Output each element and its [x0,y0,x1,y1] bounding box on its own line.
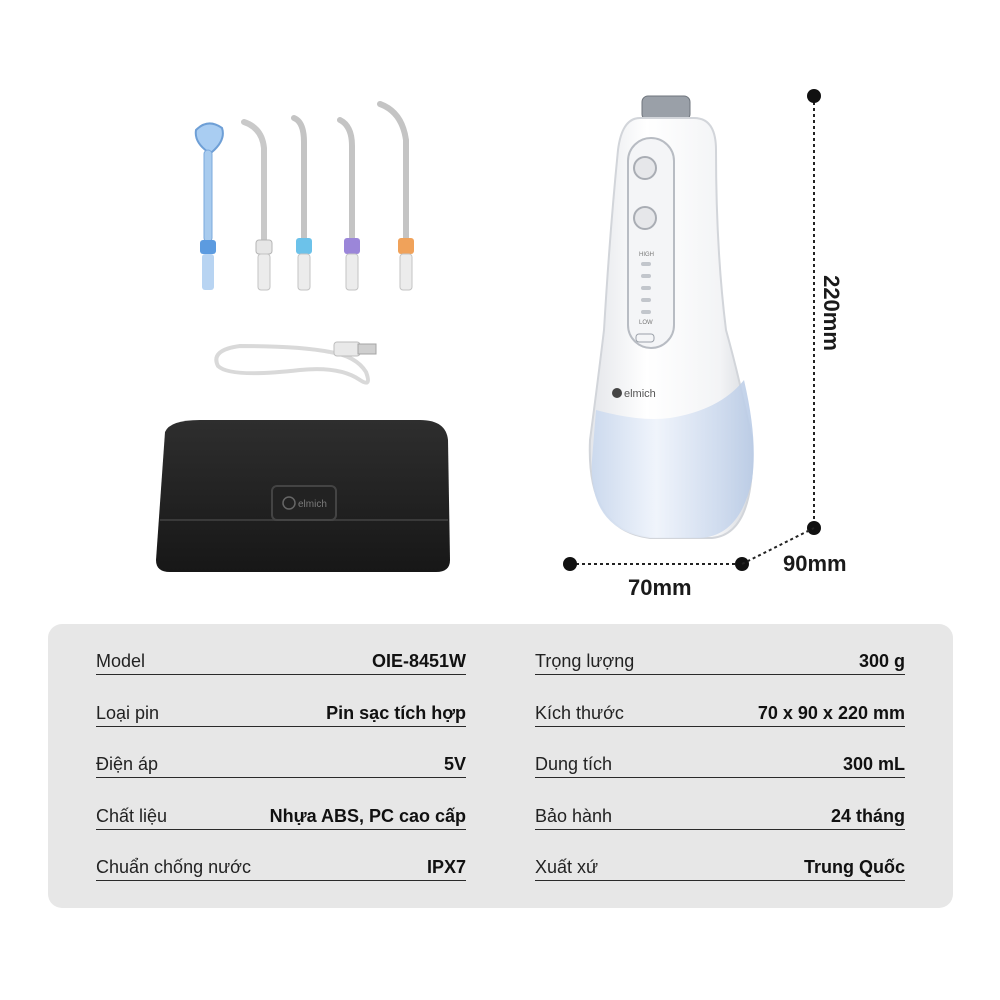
spec-value: 300 g [858,651,905,671]
spec-value: 70 x 90 x 220 mm [757,702,905,723]
spec-column-right [535,636,905,894]
spec-value: Trung Quốc [804,857,905,877]
spec-label: Xuất xứ [535,857,599,877]
travel-bag [156,420,450,572]
spec-label: Kích thước [535,702,624,723]
high-label: HIGH [639,252,654,258]
spec-value: Pin sạc tích hợp [326,702,466,723]
spec-value: OIE-8451W [371,651,466,671]
depth-dimension: 90mm [783,551,847,576]
spec-row-dimensions [535,688,905,727]
spec-column-left [96,636,466,894]
tongue-cleaner-tip [196,123,223,290]
spec-label: Chuẩn chống nước [96,857,251,877]
blue-tip [294,118,312,290]
spec-row-model [96,636,466,675]
spec-row-battery [96,688,466,727]
spec-value: 300 mL [842,754,905,774]
spec-label: Dung tích [535,754,613,774]
spec-label: Loại pin [96,702,160,723]
svg-text:elmich: elmich [298,499,327,510]
spec-value: IPX7 [426,857,466,877]
purple-tip [340,120,360,290]
usb-cable [216,342,376,383]
brand-logo: elmich [624,388,656,400]
spec-row-material [96,791,466,830]
spec-value: 5V [443,754,466,774]
spec-table [48,624,953,908]
spec-label: Trọng lượng [535,651,635,671]
spec-row-waterproof [96,842,466,881]
spec-label: Chất liệu [96,805,168,826]
brand-logo-mark [612,388,622,398]
spec-value: 24 tháng [830,805,905,826]
spec-row-origin [535,842,905,881]
spec-label: Bảo hành [535,805,613,826]
low-label: LOW [639,320,653,326]
spec-row-capacity [535,739,905,778]
clear-tip [244,122,272,290]
orange-tip [380,104,414,290]
height-dimension: 220mm [818,275,844,351]
spec-row-weight [535,636,905,675]
spec-row-warranty [535,791,905,830]
spec-value: Nhựa ABS, PC cao cấp [269,805,466,826]
water-flosser [590,96,754,538]
spec-label: Điện áp [96,754,159,774]
spec-row-voltage [96,739,466,778]
width-dimension: 70mm [628,575,692,600]
spec-label: Model [96,651,146,671]
